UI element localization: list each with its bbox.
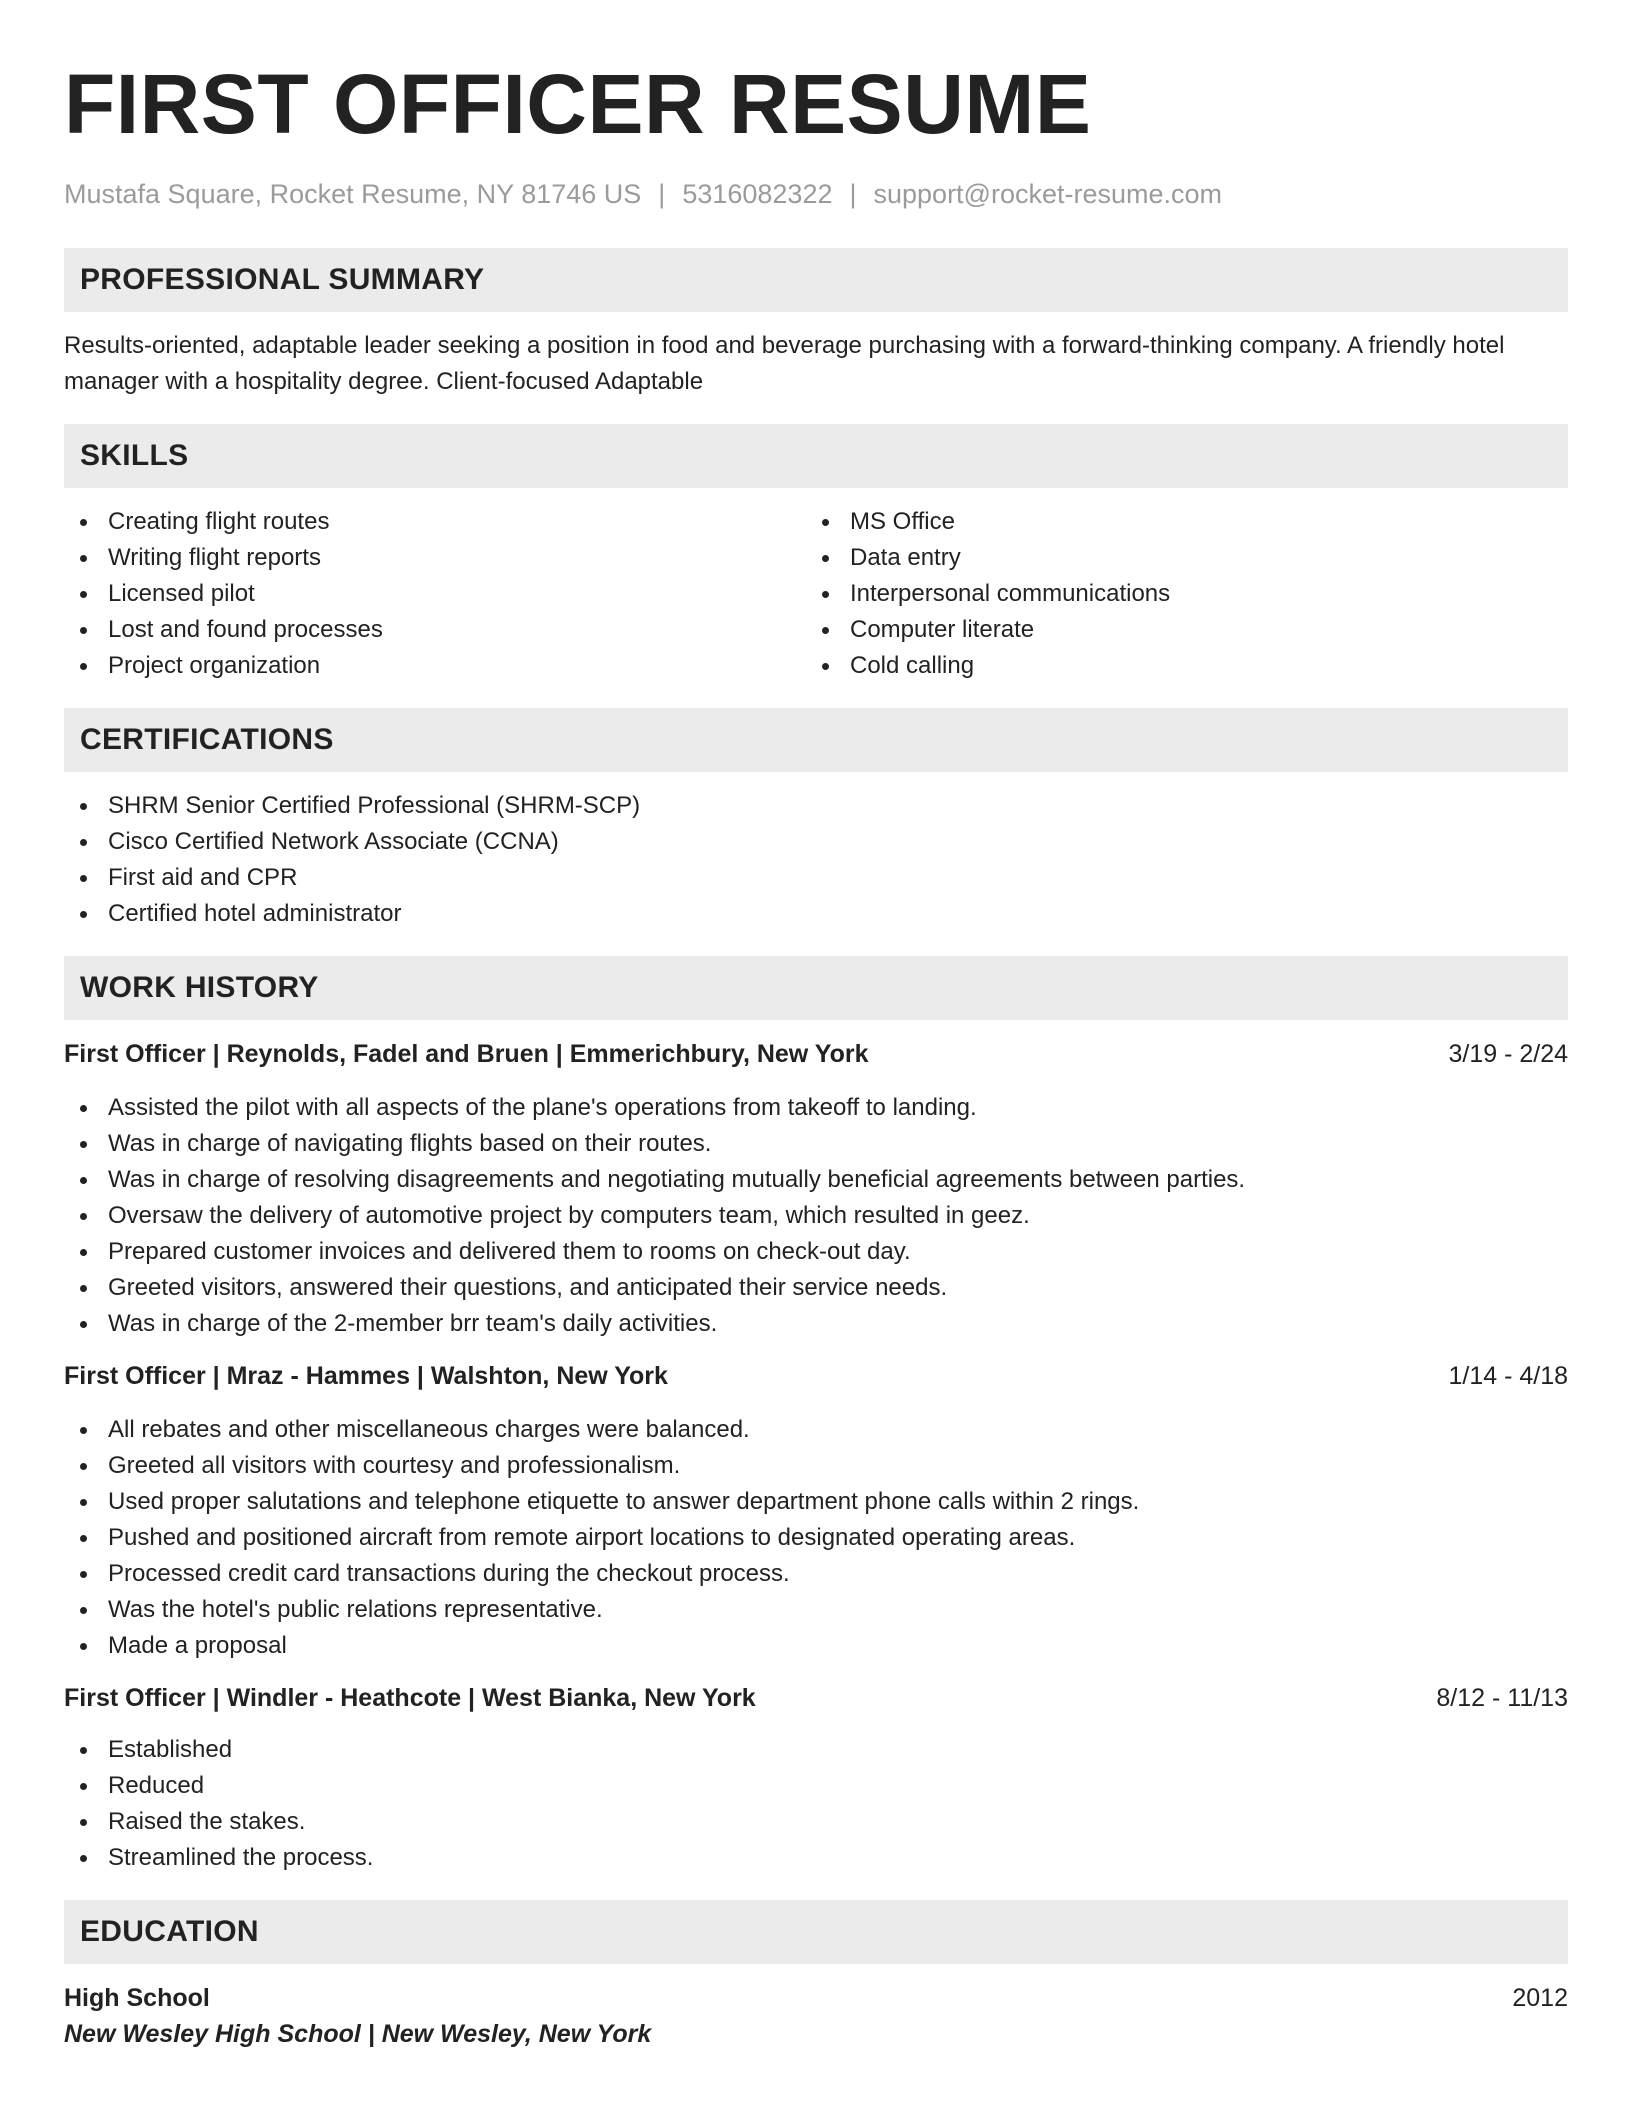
certification-item: Certified hotel administrator [64, 896, 1568, 932]
job-bullet: Greeted visitors, answered their questions, and anticipated their service needs. [64, 1270, 1568, 1306]
job-bullet: Reduced [64, 1768, 1568, 1804]
job-entry [64, 1680, 1568, 1876]
job-bullet: Was in charge of navigating flights based on their routes. [64, 1126, 1568, 1162]
job-bullet: Was in charge of resolving disagreements and negotiating mutually beneficial agreements between parties. [64, 1162, 1568, 1198]
job-dates: 8/12 - 11/13 [1436, 1684, 1568, 1712]
contact-address: Mustafa Square, Rocket Resume, NY 81746 US [64, 179, 642, 209]
job-bullet: Was in charge of the 2-member brr team's daily activities. [64, 1306, 1568, 1342]
skills-list-right [806, 504, 1548, 684]
certification-item: First aid and CPR [64, 860, 1568, 896]
contact-info [64, 176, 1568, 212]
job-bullet: Streamlined the process. [64, 1840, 1568, 1876]
job-dates: 3/19 - 2/24 [1448, 1040, 1568, 1068]
job-header [64, 1036, 1568, 1072]
certifications-list [64, 788, 1568, 932]
certification-item: SHRM Senior Certified Professional (SHRM-SCP) [64, 788, 1568, 824]
resume-title: FIRST OFFICER RESUME [64, 57, 1092, 151]
job-bullet: Was the hotel's public relations representative. [64, 1592, 1568, 1628]
job-header [64, 1358, 1568, 1394]
job-bullets [64, 1090, 1568, 1342]
resume-page [64, 56, 1568, 2052]
certifications-heading: CERTIFICATIONS [64, 708, 1568, 772]
job-bullet: All rebates and other miscellaneous charges were balanced. [64, 1412, 1568, 1448]
job-bullet: Oversaw the delivery of automotive project by computers team, which resulted in geez. [64, 1198, 1568, 1234]
job-bullet: Established [64, 1732, 1568, 1768]
skill-item: Licensed pilot [64, 576, 806, 612]
job-title: First Officer | Windler - Heathcote | West Bianka, New York [64, 1684, 756, 1712]
job-header [64, 1680, 1568, 1716]
skills-section [64, 424, 1568, 684]
job-bullets [64, 1732, 1568, 1876]
education-header [64, 1980, 1568, 2016]
job-bullet: Pushed and positioned aircraft from remote airport locations to designated operating areas. [64, 1520, 1568, 1556]
job-entry [64, 1036, 1568, 1342]
skills-grid [64, 504, 1568, 684]
job-bullet: Processed credit card transactions during the checkout process. [64, 1556, 1568, 1592]
education-section [64, 1900, 1568, 2052]
certifications-section [64, 708, 1568, 932]
job-bullet: Raised the stakes. [64, 1804, 1568, 1840]
contact-separator: | [849, 179, 857, 209]
job-bullet: Assisted the pilot with all aspects of the plane's operations from takeoff to landing. [64, 1090, 1568, 1126]
education-degree: High School [64, 1984, 210, 2012]
job-dates: 1/14 - 4/18 [1448, 1362, 1568, 1390]
skill-item: Creating flight routes [64, 504, 806, 540]
job-bullet: Greeted all visitors with courtesy and professionalism. [64, 1448, 1568, 1484]
skill-item: Lost and found processes [64, 612, 806, 648]
skill-item: Computer literate [806, 612, 1548, 648]
skills-heading: SKILLS [64, 424, 1568, 488]
work-history-section [64, 956, 1568, 1876]
education-school: New Wesley High School | New Wesley, New York [64, 2020, 652, 2048]
certification-item: Cisco Certified Network Associate (CCNA) [64, 824, 1568, 860]
job-title: First Officer | Mraz - Hammes | Walshton, New York [64, 1362, 668, 1390]
skill-item: Project organization [64, 648, 806, 684]
skill-item: MS Office [806, 504, 1548, 540]
job-title: First Officer | Reynolds, Fadel and Bruen | Emmerichbury, New York [64, 1040, 869, 1068]
job-bullets [64, 1412, 1568, 1664]
work-history-heading: WORK HISTORY [64, 956, 1568, 1020]
contact-separator: | [658, 179, 666, 209]
skill-item: Interpersonal communications [806, 576, 1548, 612]
job-entry [64, 1358, 1568, 1664]
skill-item: Cold calling [806, 648, 1548, 684]
summary-heading: PROFESSIONAL SUMMARY [64, 248, 1568, 312]
contact-email: support@rocket-resume.com [873, 179, 1223, 209]
job-bullet: Prepared customer invoices and delivered them to rooms on check-out day. [64, 1234, 1568, 1270]
summary-section [64, 248, 1568, 400]
contact-phone: 5316082322 [682, 179, 833, 209]
job-bullet: Used proper salutations and telephone etiquette to answer department phone calls within 2 rings. [64, 1484, 1568, 1520]
skills-list-left [64, 504, 806, 684]
skill-item: Writing flight reports [64, 540, 806, 576]
job-bullet: Made a proposal [64, 1628, 1568, 1664]
skill-item: Data entry [806, 540, 1548, 576]
education-entry [64, 1980, 1568, 2052]
education-year: 2012 [1512, 1984, 1568, 2012]
summary-text: Results-oriented, adaptable leader seeking a position in food and beverage purchasing with a forward-thinking company. A friendly hotel manager with a hospitality degree. Client-focused Adaptable [64, 332, 1505, 395]
education-heading: EDUCATION [64, 1900, 1568, 1964]
